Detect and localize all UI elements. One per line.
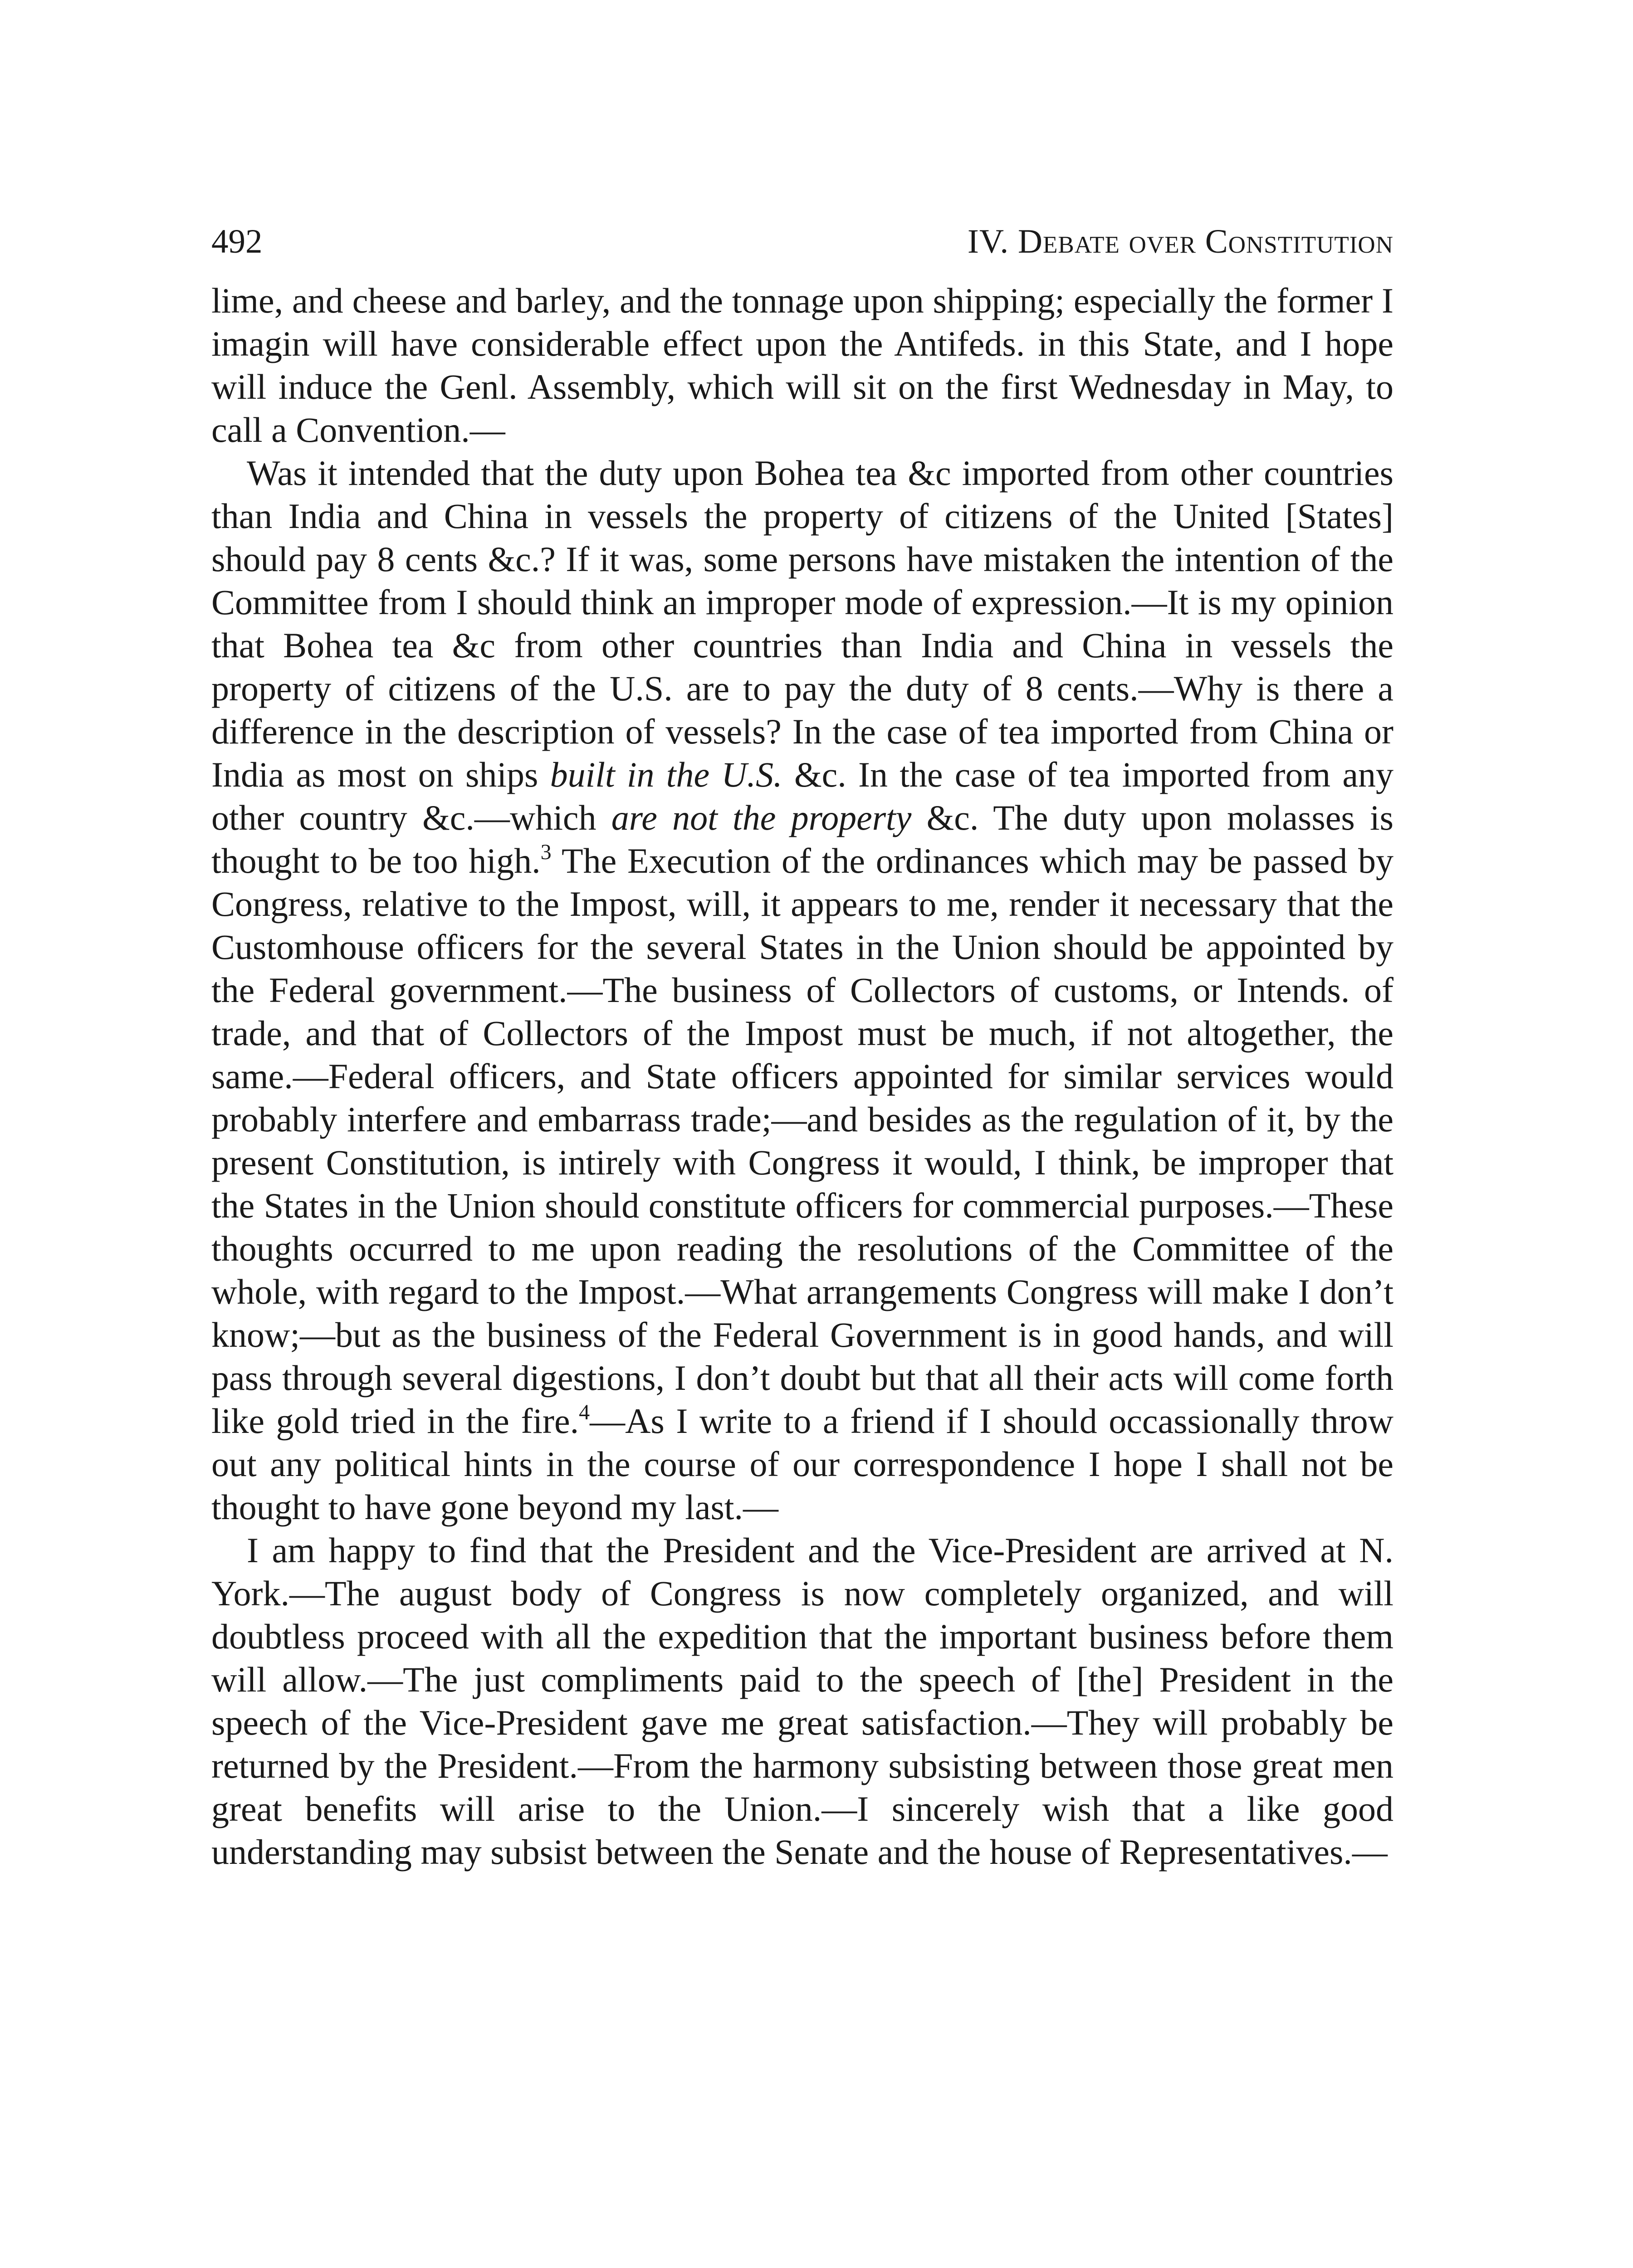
section-title: IV. Debate over Constitution — [967, 223, 1393, 260]
italic-phrase-built-in-us: built in the U.S. — [550, 755, 782, 794]
paragraph-3: I am happy to find that the President and the Vice-President are arrived at N. York.—The august body of Congress is now completely organized, and will doubtless proceed with all the expedition that the important business before them will allow.—The just compliments paid to the speech of [the] President in the speech of the Vice-President gave me great satisfaction.—They will probably be returned by the President.—From the harmony subsisting between those great men great benefits will arise to the Union.—I sincerely wish that a like good understanding may subsist between the Senate and the house of Representatives.— — [211, 1530, 1393, 1872]
paragraph-1: lime, and cheese and barley, and the tonnage upon shipping; especially the former I imagin will have considerable effect upon the Antifeds. in this State, and I hope will induce the Genl. Assembly, which will sit on the first Wednesday in May, to call a Convention.— — [211, 281, 1393, 450]
paragraph-2-text-a: Was it intended that the duty upon Bohea tea &c imported from other countries than India and China in vessels the property of citizens of the United [States] should pay 8 cents &c.? If it was, some persons have mistaken the intention of the Committee from I should think an improper mode of expression.—It is my opinion that Bohea tea &c from other countries than India and China in vessels the property of citizens of the U.S. are to pay the duty of 8 cents.—Why is there a difference in the description of vessels? In the case of tea imported from China or India as most on ships — [211, 453, 1393, 794]
paragraph-2 — [211, 451, 1393, 1529]
footnote-marker-3: 3 — [540, 840, 552, 864]
paragraph-2-text-e: —As I write to a friend if I should occassionally throw out any political hints in the course of our correspondence I hope I shall not be thought to have gone beyond my last.— — [211, 1401, 1393, 1527]
paragraph-2-text-d: The Execution of the ordinances which may be passed by Congress, relative to the Impost, will, it appears to me, render it necessary that the Customhouse officers for the several States in the Union should be appointed by the Federal government.—The business of Collectors of customs, or Intends. of trade, and that of Collectors of the Impost must be much, if not altogether, the same.—Federal officers, and State officers appointed for similar services would probably interfere and embarrass trade;—and besides as the regulation of it, by the present Constitution, is intirely with Congress it would, I think, be improper that the States in the Union should constitute officers for commercial purposes.—These thoughts occurred to me upon reading the resolutions of the Committee of the whole, with regard to the Impost.—What arrangements Congress will make I don’t know;—but as the business of the Federal Government is in good hands, and will pass through several digestions, I don’t doubt but that all their acts will come forth like gold tried in the fire. — [211, 841, 1393, 1441]
body-text — [211, 279, 1393, 1873]
running-head — [211, 215, 1393, 279]
paragraph-2-text-c: &c. The duty upon molasses is thought to be too high. — [211, 798, 1393, 880]
page-number: 492 — [211, 223, 263, 260]
italic-phrase-not-property: are not the property — [611, 798, 912, 837]
document-page — [211, 215, 1393, 1873]
footnote-marker-4: 4 — [579, 1400, 590, 1424]
paragraph-2-text-b: &c. In the case of tea imported from any other country &c.—which — [211, 755, 1393, 837]
